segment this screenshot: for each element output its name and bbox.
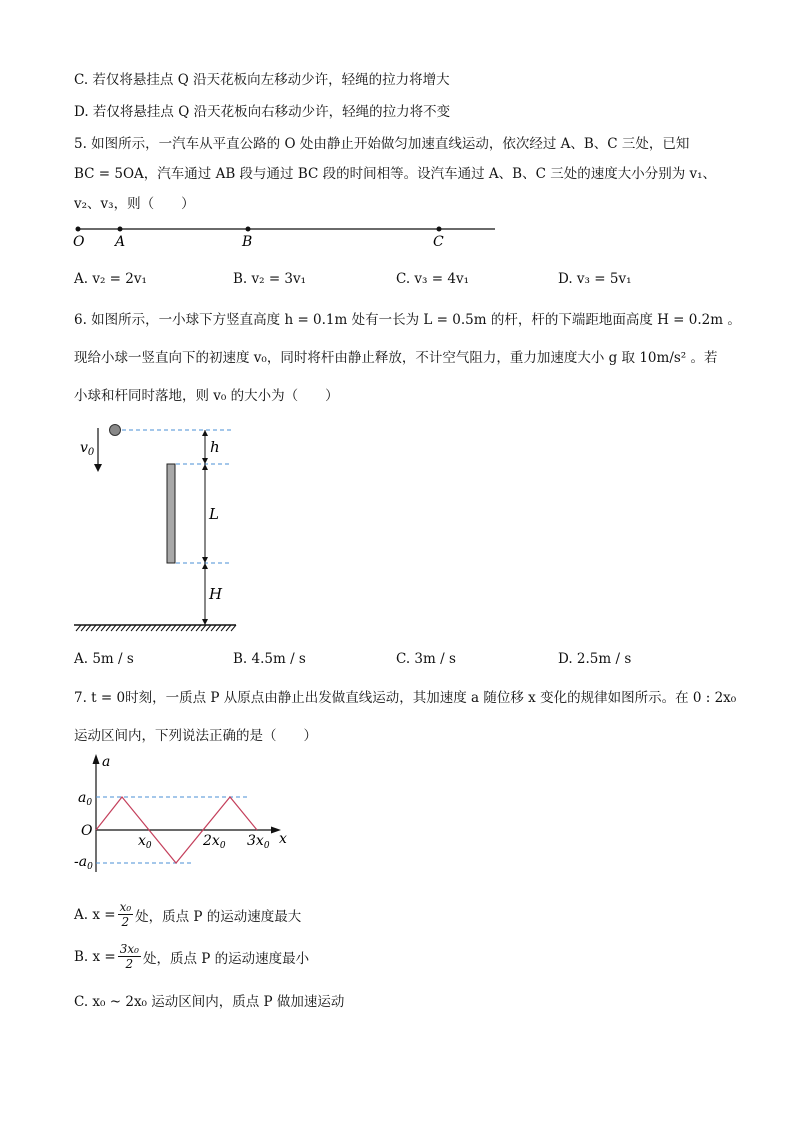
q6-option-b: B. 4.5m / s	[233, 651, 306, 667]
svg-text:3x0: $3x_0$	[247, 833, 270, 851]
q6-label-h: h	[210, 438, 220, 456]
svg-text:2x0: $2x_0$	[203, 833, 226, 851]
q6-stem-line3: 小球和杆同时落地，则 v₀ 的大小为（ ）	[74, 388, 339, 404]
svg-text:v0: $v_0$	[80, 440, 95, 458]
q6-stem-line1: 6. 如图所示，一小球下方竖直高度 h = 0.1m 处有一长为 L = 0.5m 的杆，杆的下端距地面高度 H = 0.2m 。	[74, 312, 741, 328]
q7-label-a-axis: a	[102, 754, 111, 770]
q6-label-hh: H	[209, 585, 223, 603]
q4-option-c: C. 若仅将悬挂点 Q 沿天花板向左移动少许，轻绳的拉力将增大	[74, 72, 450, 88]
q5-option-b: B. v₂ = 3v₁	[233, 271, 307, 287]
q5-label-c: C	[433, 234, 444, 250]
q6-option-c: C. 3m / s	[396, 651, 456, 667]
q7-label-3x0: 3x	[247, 833, 264, 849]
q7-label-neg-a0: -a	[74, 854, 88, 870]
q5-option-c: C. v₃ = 4v₁	[396, 271, 469, 287]
q7-option-b: B. x = $\frac{\text{3x₀}}{2}$ 处，质点 P 的运动速度最小	[74, 942, 310, 971]
svg-text:-a0: $-a_0$	[74, 854, 93, 872]
q7-label-2x0: 2x	[203, 833, 220, 849]
q5-label-b: B	[242, 234, 253, 250]
q7-label-origin: O	[81, 823, 93, 839]
q7-label-a0: a	[78, 790, 87, 806]
q7-stem-line1: 7. t = 0时刻，一质点 P 从原点由静止出发做直线运动，其加速度 a 随位移 x 变化的规律如图所示。在 0 : 2x₀	[74, 690, 737, 706]
q6-option-a: A. 5m / s	[74, 651, 134, 667]
q7-acceleration-graph	[72, 752, 302, 877]
q7-option-c: C. x₀ ~ 2x₀ 运动区间内，质点 P 做加速运动	[74, 994, 345, 1010]
q5-label-a: A	[115, 234, 126, 250]
q6-stem-line2: 现给小球一竖直向下的初速度 v₀，同时将杆由静止释放，不计空气阻力，重力加速度大小 g 取 10m/s² 。若	[74, 350, 718, 366]
q6-label-v0: v	[80, 440, 88, 456]
q5-option-a: A. v₂ = 2v₁	[74, 271, 147, 287]
q5-stem-line1: 5. 如图所示，一汽车从平直公路的 O 处由静止开始做匀加速直线运动，依次经过 A、B、C 三处，已知	[74, 136, 690, 152]
q6-option-d: D. 2.5m / s	[558, 651, 632, 667]
svg-text:x0: $x_0$	[138, 833, 152, 851]
q7-label-x-axis: x	[279, 831, 287, 847]
q5-label-o: O	[73, 234, 85, 250]
q7-stem-line2: 运动区间内，下列说法正确的是（ ）	[74, 728, 317, 744]
q5-stem-line2: BC = 5OA，汽车通过 AB 段与通过 BC 段的时间相等。设汽车通过 A、B、C 三处的速度大小分别为 v₁、	[74, 166, 717, 182]
q5-option-d: D. v₃ = 5v₁	[558, 271, 632, 287]
q6-label-l: L	[209, 505, 219, 523]
q7-option-a: A. x = $\frac{\text{x₀}}{2}$ 处，质点 P 的运动速度最大	[74, 900, 302, 929]
q5-road-figure	[70, 220, 500, 260]
q6-rod-figure	[72, 420, 242, 635]
q7-label-x0: x	[138, 833, 146, 849]
svg-text:a0: $a_0$	[78, 790, 93, 808]
q5-stem-line3: v₂、v₃，则（ ）	[74, 196, 195, 212]
q4-option-d: D. 若仅将悬挂点 Q 沿天花板向右移动少许，轻绳的拉力将不变	[74, 104, 451, 120]
